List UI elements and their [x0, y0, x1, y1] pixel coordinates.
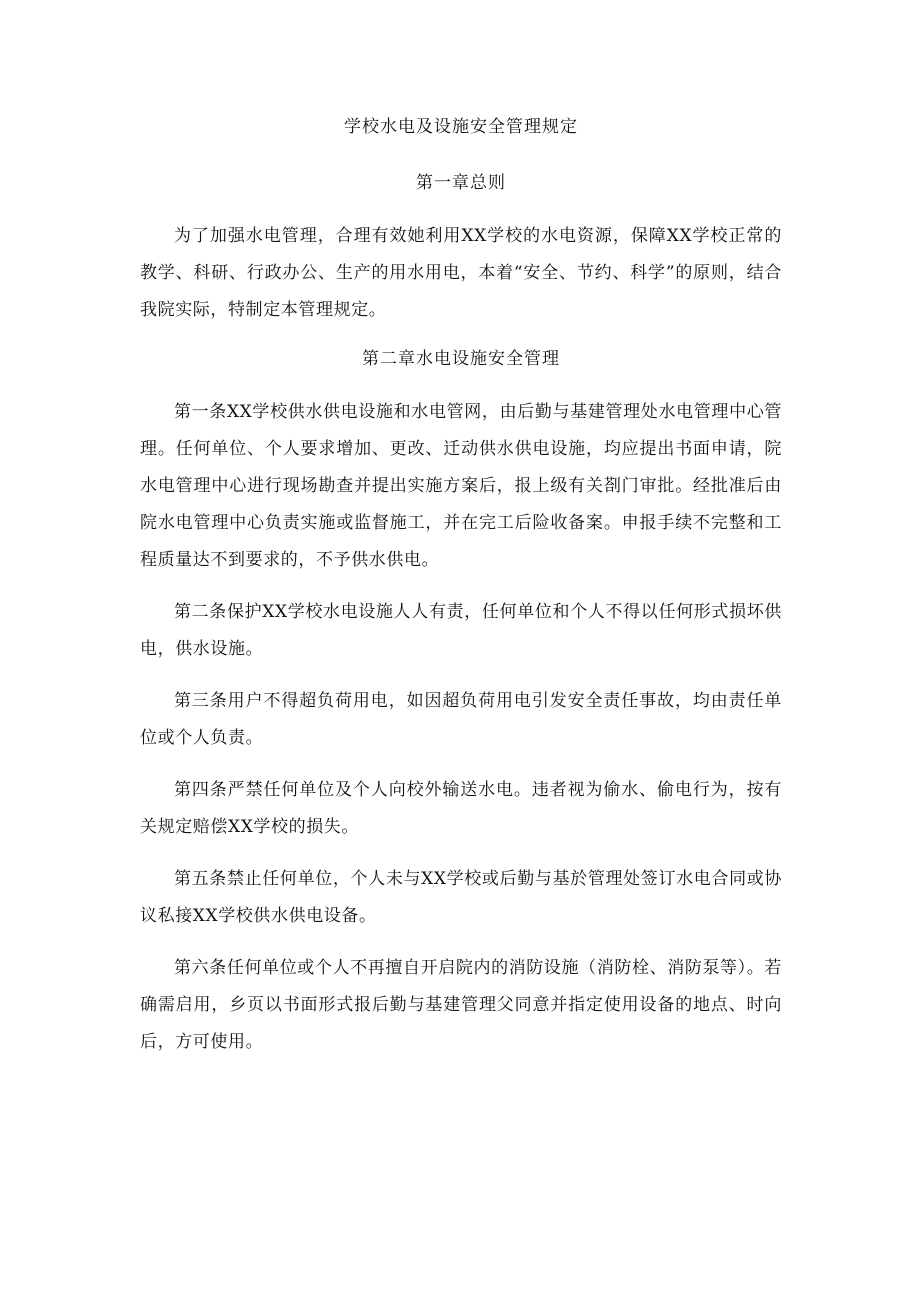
article-3: 第三条用户不得超负荷用电，如因超负荷用电引发安全责任事故，均由责任单位或个人负责。	[140, 691, 782, 748]
article-5: 第五条禁止任何单位，个人未与XX学校或后勤与基於管理处签订水电合同或协议私接XX学校供水供电设备。	[140, 869, 782, 926]
article-4: 第四条严禁任何单位及个人向校外输送水电。违者视为偷水、偷电行为，按有关规定赔偿XX学校的损失。	[140, 780, 782, 837]
chapter-2-heading: 第二章水电设施安全管理	[362, 349, 560, 369]
chapter-1-heading: 第一章总则	[416, 173, 506, 193]
article-6: 第六条任何单位或个人不再擅自开启院内的消防设施（消防栓、消防泵等）。若确需启用，乡页以书面形式报后勤与基建管理父同意并指定使用设备的地点、时向后，方可使用。	[140, 958, 782, 1052]
article-1: 第一条XX学校供水供电设施和水电管网，由后勤与基建管理处水电管理中心管理。任何单位、个人要求增加、更改、迁动供水供电设施，均应提出书面申请，院水电管理中心进行现场勘查并提出实施方案后，报上级有关剳门审批。经批准后由院水电管理中心负责实施或监督施工，并在完工后险收备案。申报手续不完整和工程质量达不到要求的，不予供水供电。	[140, 402, 782, 570]
chapter-1-paragraph: 为了加强水电管理，合理有效她利用XX学校的水电资源，保障XX学校正常的教学、科研、行政办公、生产的用水用电，本着“安全、节约、科学”的原则，结合我院实际，特制定本管理规定。	[140, 226, 782, 320]
document-title: 学校水电及设施安全管理规定	[344, 117, 578, 137]
article-2: 第二条保护XX学校水电设施人人有责，任何单位和个人不得以任何形式损坏供电，供水设施。	[140, 602, 782, 659]
document-body	[140, 112, 782, 1075]
